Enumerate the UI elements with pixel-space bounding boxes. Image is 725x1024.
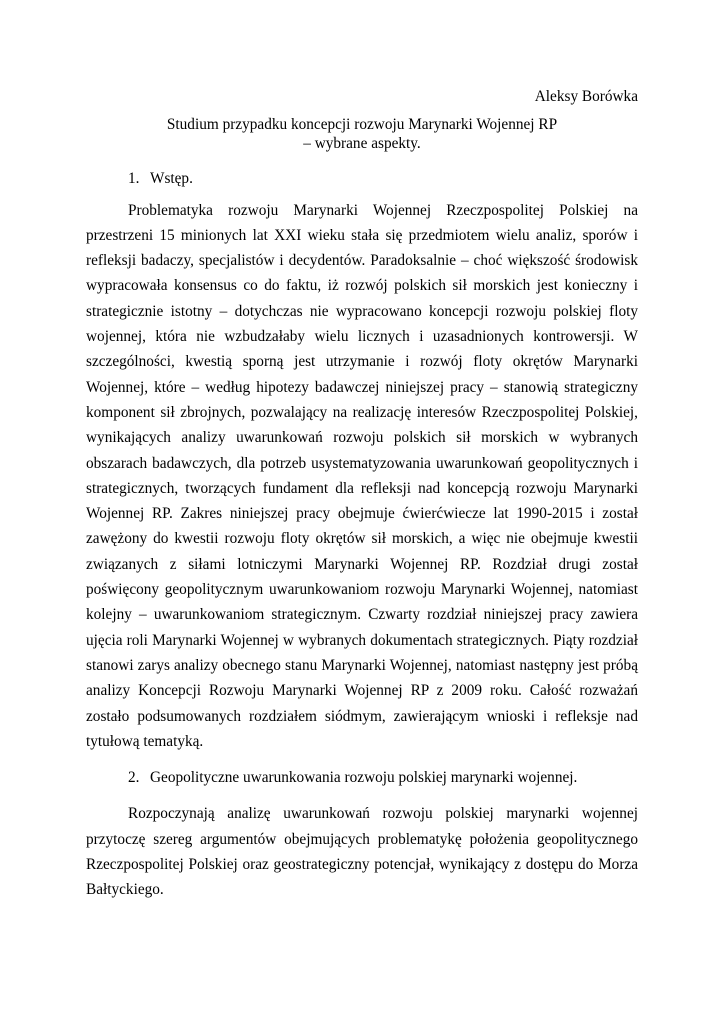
title-line-2: – wybrane aspekty. [303, 135, 421, 153]
section-number-2: 2. [128, 769, 140, 787]
section-number-1: 1. [128, 170, 140, 188]
author-name: Aleksy Borówka [534, 88, 638, 105]
section-paragraph-1: Problematyka rozwoju Marynarki Wojennej Rzeczpospolitej Polskiej na przestrzeni 15 minionych lat XXI wieku stała się przedmiotem wielu analiz, sporów i refleksji badaczy, specjalistów i decydentów. Paradoksalnie – choć większość środowisk wypracowała konsensus co do faktu, iż rozwój polskich sił morskich jest konieczny i strategicznie istotny – dotychczas nie wypracowano koncepcji rozwoju polskiej floty wojennej, która nie wzbudzałaby wielu licznych i uzasadnionych kontrowersji. W szczególności, kwestią sporną jest utrzymanie i rozwój floty okrętów Marynarki Wojennej, które – według hipotezy badawczej niniejszej pracy – stanowią strategiczny komponent sił zbrojnych, pozwalający na realizację interesów Rzeczpospolitej Polskiej, wynikających analizy uwarunkowań rozwoju polskich sił morskich w wybranych obszarach badawczych, dla potrzeb usystematyzowania uwarunkowań geopolitycznych i strategicznych, tworzących fundament dla refleksji nad koncepcją rozwoju Marynarki Wojennej RP. Zakres niniejszej pracy obejmuje ćwierćwiecze lat 1990-2015 i został zawężony do kwestii rozwoju floty okrętów sił morskich, a więc nie obejmuje kwestii związanych z siłami lotniczymi Marynarki Wojennej RP. Rozdział drugi został poświęcony geopolitycznym uwarunkowaniom rozwoju Marynarki Wojennej, natomiast kolejny – uwarunkowaniom strategicznym. Czwarty rozdział niniejszej pracy zawiera ujęcia roli Marynarki Wojennej w wybranych dokumentach strategicznych. Piąty rozdział stanowi zarys analizy obecnego stanu Marynarki Wojennej, natomiast następny jest próbą analizy Koncepcji Rozwoju Marynarki Wojennej RP z 2009 roku. Całość rozważań zostało podsumowanych rozdziałem siódmym, zawierającym wnioski i refleksje nad tytułową tematyką. [86, 201, 638, 750]
section-heading-1 [86, 166, 638, 191]
section-title-2: Geopolityczne uwarunkowania rozwoju polskiej marynarki wojennej. [150, 769, 578, 787]
section-paragraph-2: Rozpoczynają analizę uwarunkowań rozwoju polskiej marynarki wojennej przytoczę szereg argumentów obejmujących problematykę położenia geopolitycznego Rzeczpospolitej Polskiej oraz geostrategiczny potencjał, wynikający z dostępu do Morza Bałtyckiego. [86, 805, 638, 899]
title-line-1: Studium przypadku koncepcji rozwoju Marynarki Wojennej RP [166, 116, 558, 134]
section-title-1: Wstęp. [150, 170, 193, 188]
section-heading-2 [86, 765, 638, 790]
document-title [86, 115, 638, 153]
document-page [86, 84, 638, 903]
